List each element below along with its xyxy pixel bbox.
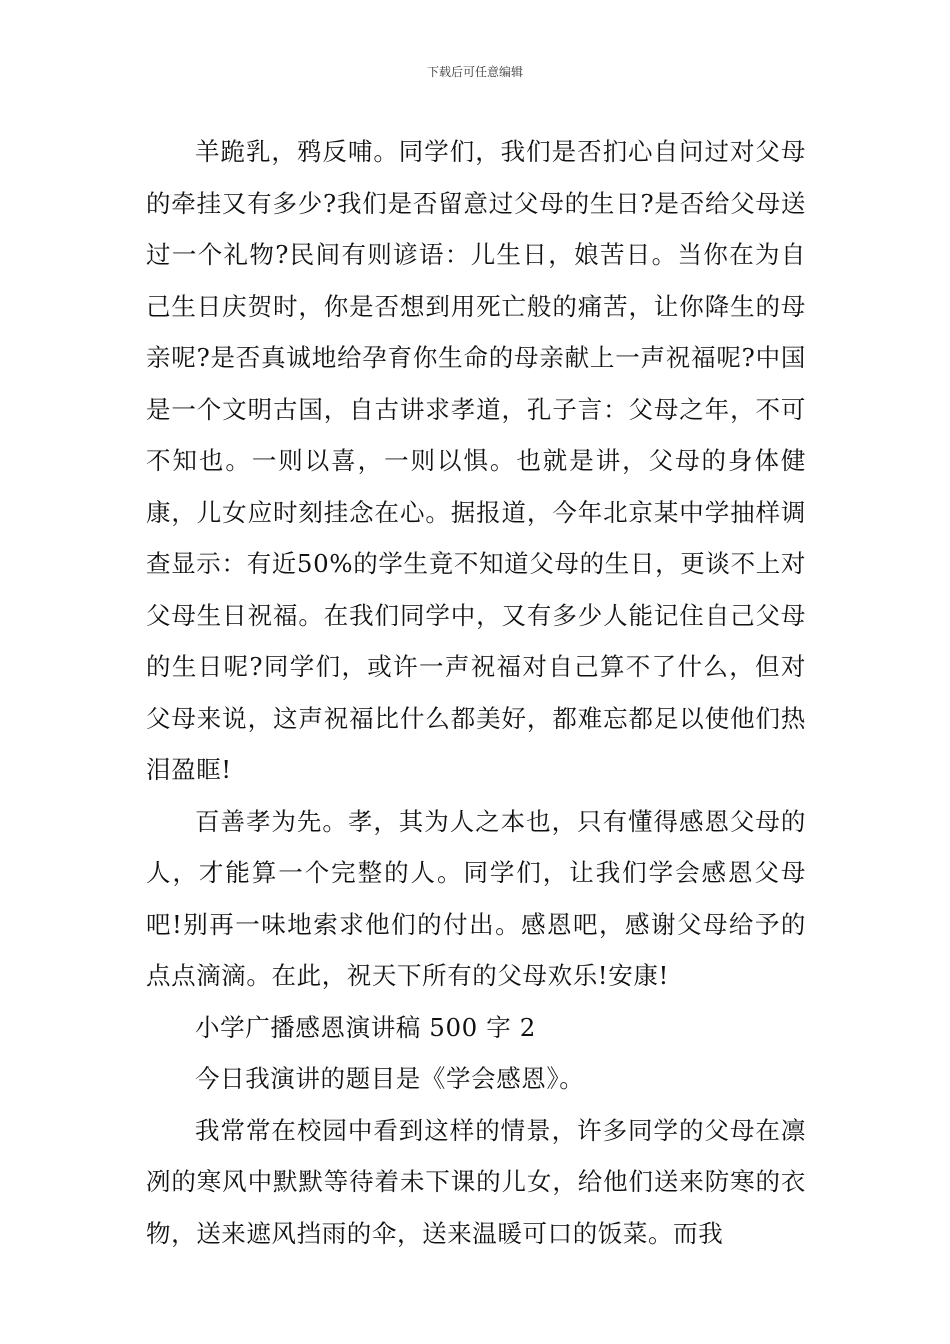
paragraph: 羊跪乳，鸦反哺。同学们，我们是否扪心自问过对父母的牵挂又有多少?我们是否留意过父母的生日?是否给父母送过一个礼物?民间有则谚语：儿生日，娘苦日。当你在为自己生日庆贺时，你是否想到用死亡般的痛苦，让你降生的母亲呢?是否真诚地给孕育你生命的母亲献上一声祝福呢?中国是一个文明古国，自古讲求孝道，孔子言：父母之年，不可不知也。一则以喜，一则以惧。也就是讲，父母的身体健康，儿女应时刻挂念在心。据报道，今年北京某中学抽样调查显示：有近50%的学生竟不知道父母的生日，更谈不上对父母生日祝福。在我们同学中，又有多少人能记住自己父母的生日呢?同学们，或许一声祝福对自己算不了什么，但对父母来说，这声祝福比什么都美好，都难忘都足以使他们热泪盈眶! (146, 137, 806, 784)
paragraph: 今日我演讲的题目是《学会感恩》。 (195, 1064, 585, 1093)
document-body (146, 126, 806, 1259)
page-header-note: 下载后可任意编辑 (426, 65, 523, 79)
paragraph: 百善孝为先。孝，其为人之本也，只有懂得感恩父母的人，才能算一个完整的人。同学们，让我们学会感恩父母吧!别再一味地索求他们的付出。感恩吧，感谢父母给予的点点滴滴。在此，祝天下所有的父母欢乐!安康! (146, 806, 806, 990)
section-title: 小学广播感恩演讲稿 500 字 2 (195, 1012, 536, 1042)
paragraph: 我常常在校园中看到这样的情景，许多同学的父母在凛冽的寒风中默默等待着未下课的儿女，给他们送来防寒的衣物，送来遮风挡雨的伞，送来温暖可口的饭菜。而我 (146, 1115, 806, 1248)
